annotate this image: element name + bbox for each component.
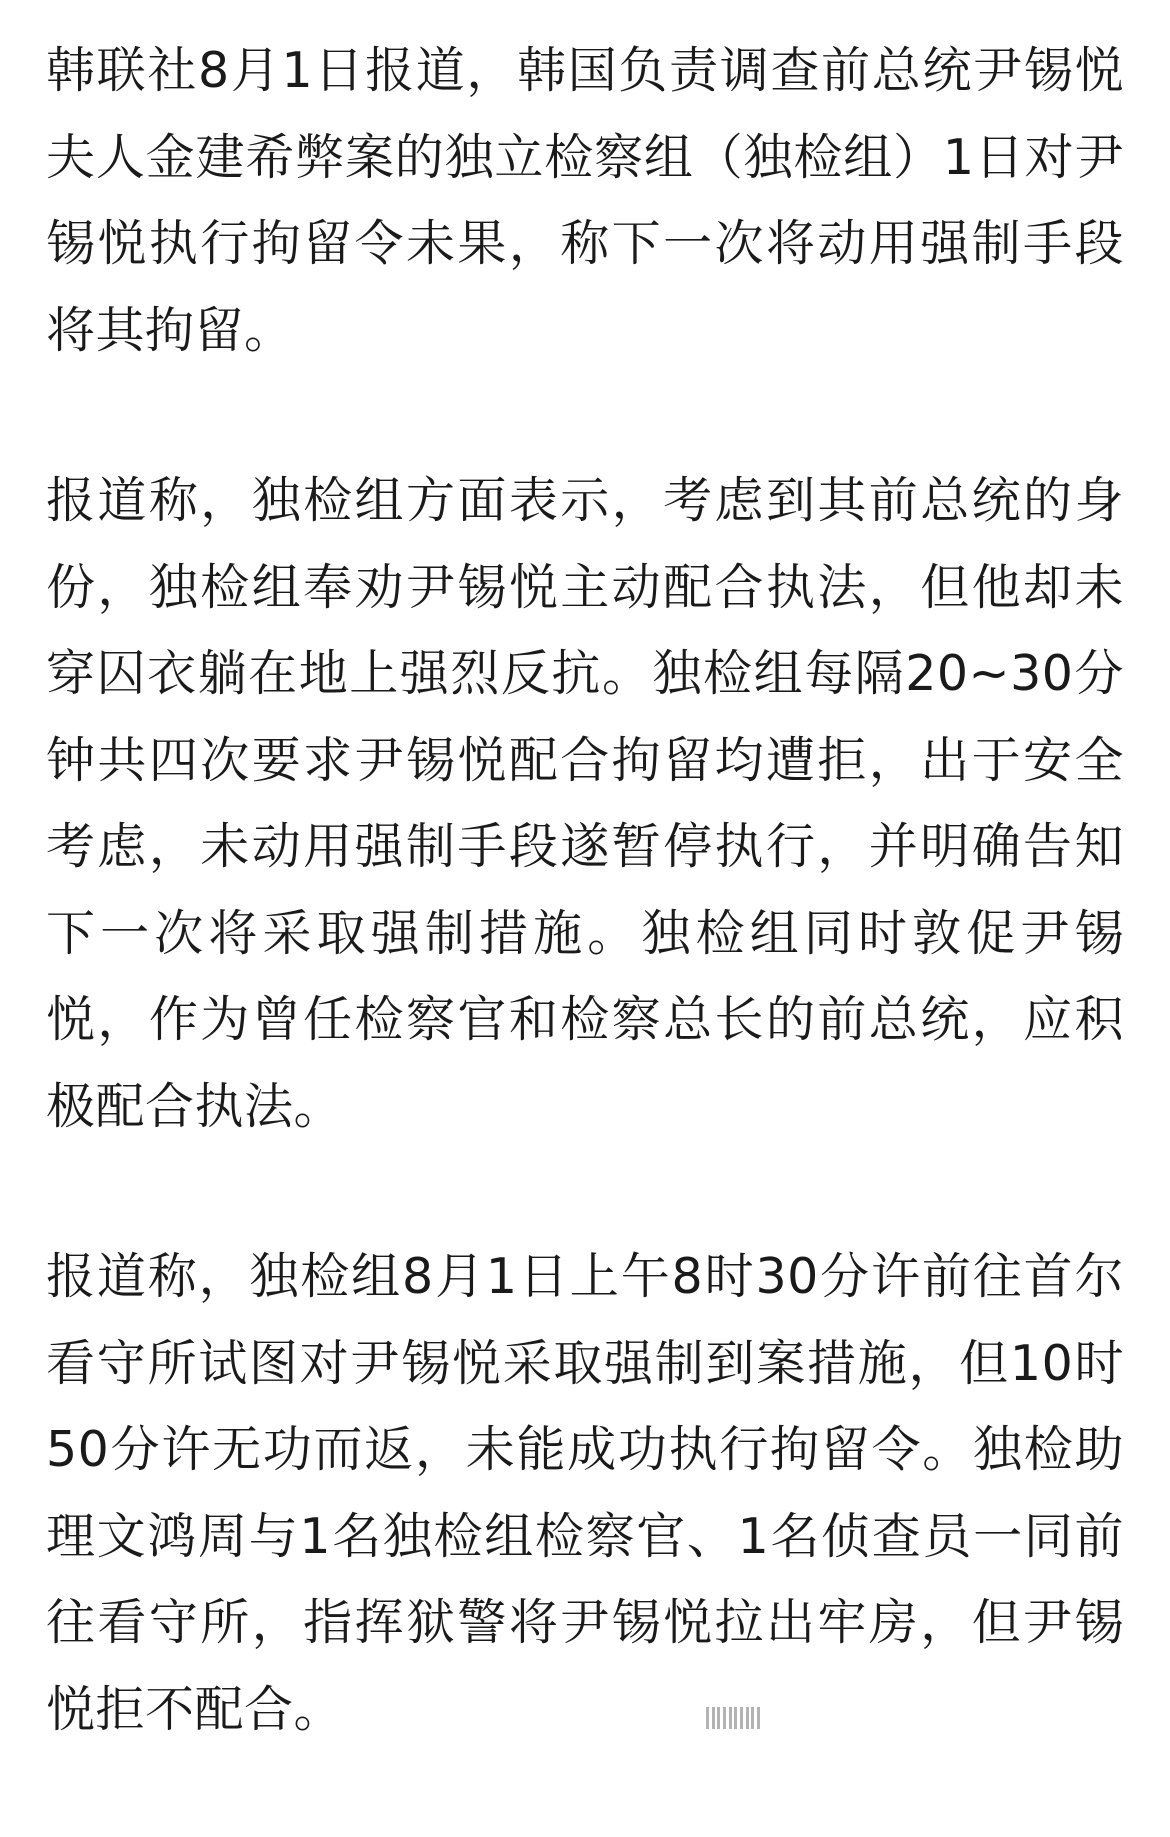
article-paragraph-2: 报道称，独检组方面表示，考虑到其前总统的身份，独检组奉劝尹锡悦主动配合执法，但他却未穿囚衣躺在地上强烈反抗。独检组每隔20~30分钟共四次要求尹锡悦配合拘留均遭拒，出于安全考虑，未动用强制手段遂暂停执行，并明确告知下一次将采取强制措施。独检组同时敦促尹锡悦，作为曾任检察官和检察总长的前总统，应积极配合执法。 bbox=[46, 472, 1124, 1135]
article-body bbox=[46, 28, 1124, 1837]
article-paragraph-1: 韩联社8月1日报道，韩国负责调查前总统尹锡悦夫人金建希弊案的独立检察组（独检组）1日对尹锡悦执行拘留令未果，称下一次将动用强制手段将其拘留。 bbox=[46, 42, 1124, 359]
barcode-watermark-icon bbox=[706, 1707, 760, 1729]
article-paragraph-3: 报道称，独检组8月1日上午8时30分许前往首尔看守所试图对尹锡悦采取强制到案措施，但10时50分许无功而返，未能成功执行拘留令。独检助理文鸿周与1名独检组检察官、1名侦查员一同前往看守所，指挥狱警将尹锡悦拉出牢房，但尹锡悦拒不配合。 bbox=[46, 1248, 1124, 1738]
